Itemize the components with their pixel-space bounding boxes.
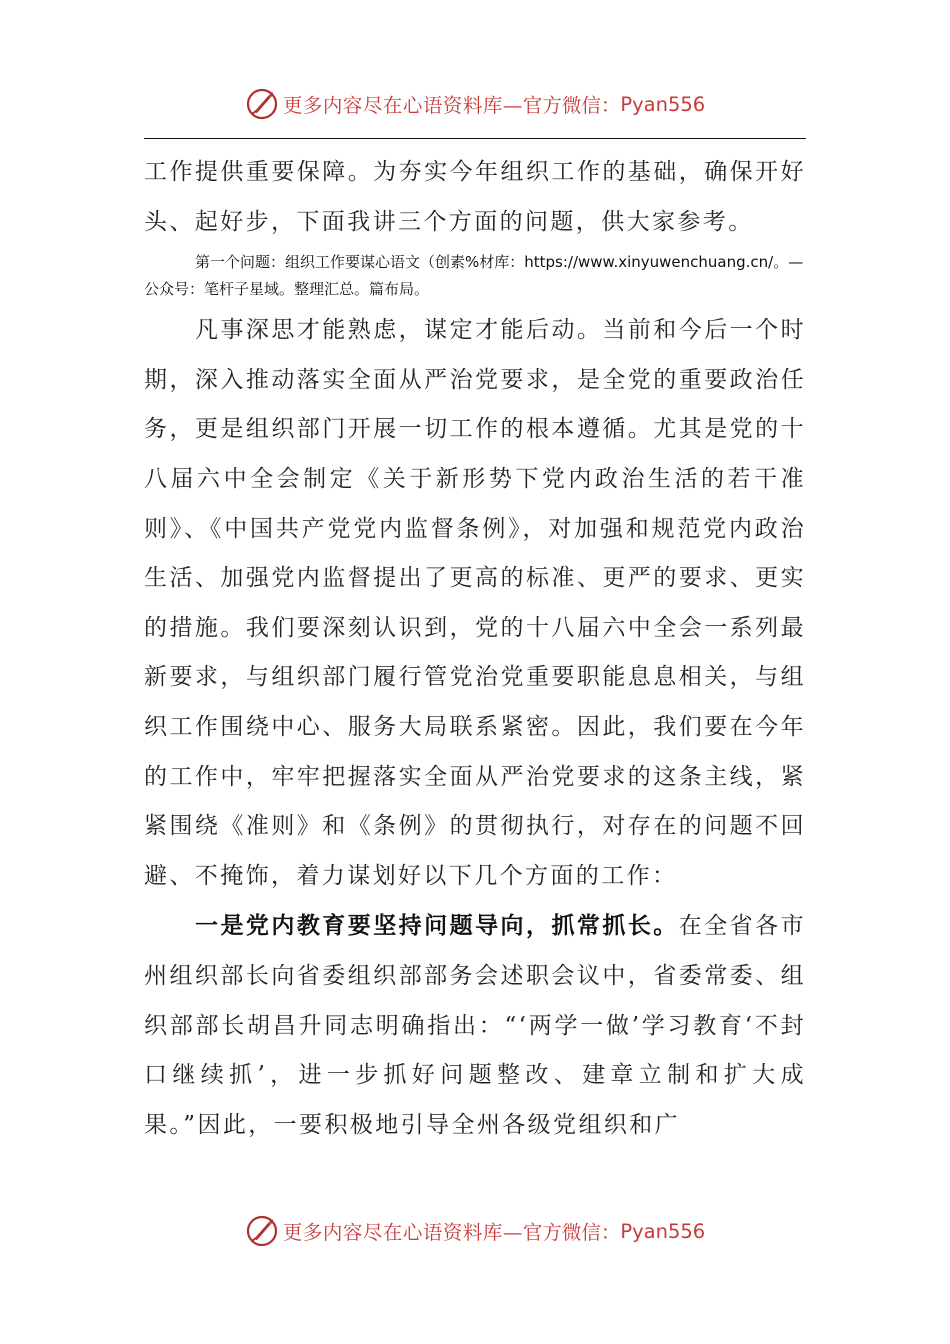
quill-pen-logo-icon (245, 1214, 279, 1248)
footer-banner-wechat-label: 官方微信： (522, 1221, 621, 1244)
document-body (144, 148, 806, 1150)
footer-banner-slogan: 更多内容尽在心语资料库— (282, 1221, 523, 1244)
paragraph-education (144, 901, 806, 1150)
paragraph-main: 凡事深思才能熟虑，谋定才能后动。当前和今后一个时期，深入推动落实全面从严治党要求，是全党的重要政治任务，更是组织部门开展一切工作的根本遵循。尤其是党的十八届六中全会制定《关于新形势下党内政治生活的若干准则》、《中国共产党党内监督条例》，对加强和规范党内政治生活、加强党内监督提出了更高的标准、更严的要求、更实的措施。我们要深刻认识到，党的十八届六中全会一系列最新要求，与组织部门履行管党治党重要职能息息相关，与组织工作围绕中心、服务大局联系紧密。因此，我们要在今年的工作中，牢牢把握落实全面从严治党要求的这条主线，紧紧围绕《准则》和《条例》的贯彻执行，对存在的问题不回避、不掩饰，着力谋划好以下几个方面的工作： (144, 317, 806, 889)
header-banner (0, 84, 950, 124)
header-divider (144, 138, 806, 139)
banner-wechat-id: Pyan556 (620, 92, 706, 116)
paragraph-intro: 工作提供重要保障。为夯实今年组织工作的基础，确保开好头、起好步，下面我讲三个方面的问题，供大家参考。 (144, 159, 806, 235)
paragraph-education-lead: 一是党内教育要坚持问题导向，抓常抓长。 (195, 912, 679, 940)
banner-wechat-label: 官方微信： (522, 94, 621, 117)
banner-slogan: 更多内容尽在心语资料库— (282, 94, 523, 117)
footer-banner-wechat-id: Pyan556 (620, 1219, 706, 1243)
paragraph-education-text: 在全省各市州组织部长向省委组织部部务会述职会议中，省委常委、组织部部长胡昌升同志明确指出：“‘两学一做’学习教育‘不封口继续抓’，进一步抓好问题整改、建章立制和扩大成果。”因此，一要积极地引导全州各级党组织和广 (144, 913, 806, 1138)
quill-pen-logo-icon (245, 87, 279, 121)
section-heading-note: 第一个问题：组织工作要谋心语文（创素%材库：https://www.xinyuwenchuang.cn/。—公众号：笔杆子星域。整理汇总。篇布局。 (144, 253, 804, 299)
footer-banner (0, 1211, 950, 1251)
